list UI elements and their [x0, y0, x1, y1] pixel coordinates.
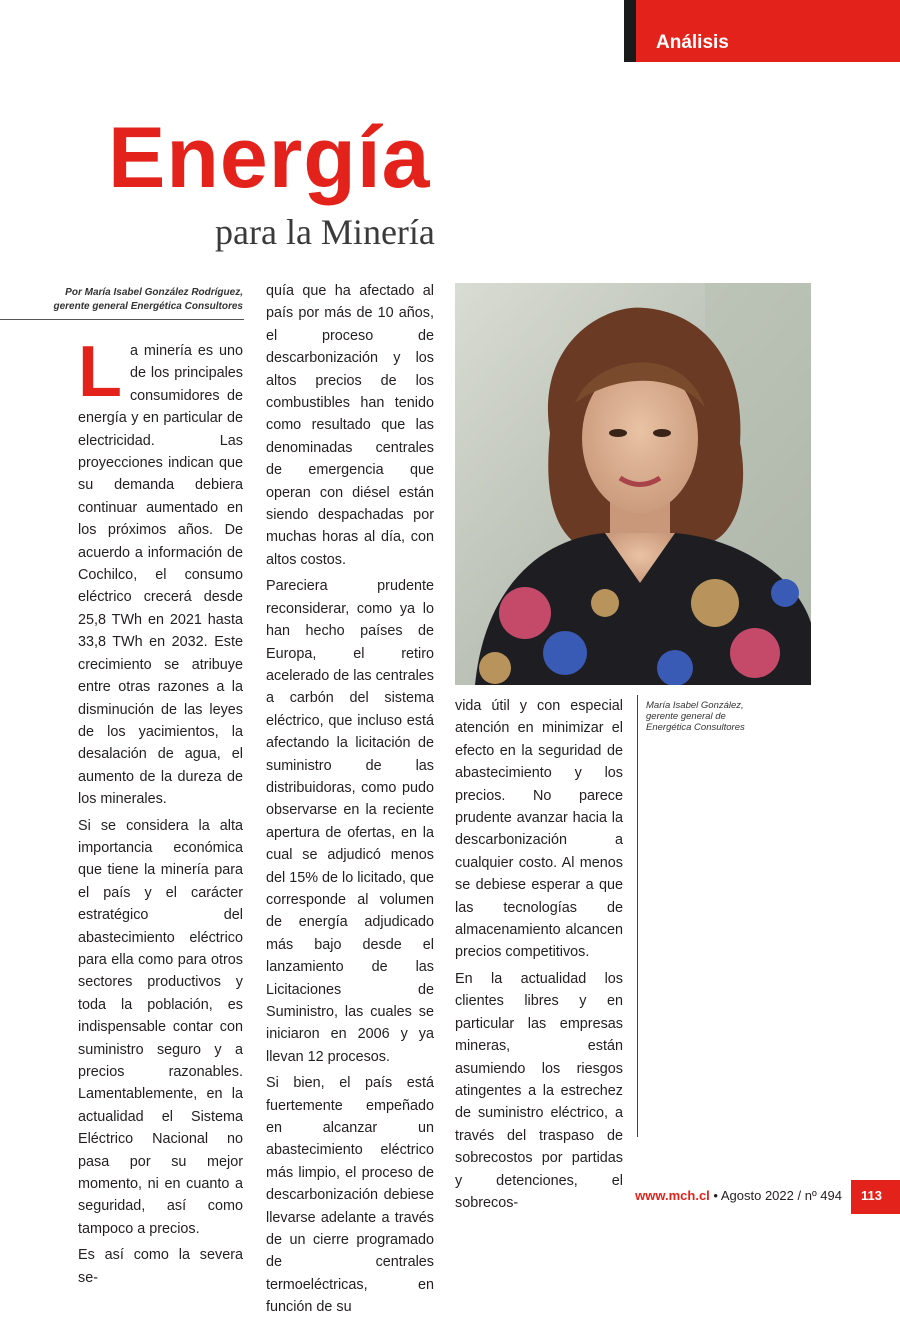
- paragraph-text: a minería es uno de los principales consumidores de energía y en particular de electricidad. Las proyecciones indican que su demanda debiera continuar aumentado en los próximos años. De acuerdo a información de Cochilco, el consumo eléctrico crecerá desde 25,8 TWh en 2021 hasta 33,8 TWh en 2032. Este crecimiento se atribuye entre otras razones a la disminución de las leyes de los yacimientos, la desalación de agua, el aumento de la dureza de los minerales.: [78, 343, 243, 808]
- caption-line: María Isabel González,: [646, 700, 744, 711]
- page-footer: [635, 1188, 842, 1204]
- article-column-2: [266, 280, 434, 1323]
- paragraph: En la actualidad los clientes libres y en particular las empresas mineras, están asumiendo los riesgos atingentes a la estrechez de suministro eléctrico, a través del traspaso de sobrecostos por partidas y detenciones, el sobrecos-: [455, 970, 623, 1211]
- caption-divider: [637, 695, 638, 1137]
- caption-line: gerente general de: [646, 711, 726, 722]
- author-photo: [455, 283, 811, 685]
- section-tab-edge: [624, 0, 636, 62]
- byline: [23, 286, 243, 314]
- section-label: Análisis: [656, 32, 729, 53]
- page-number-box: [851, 1180, 900, 1214]
- drop-cap: L: [78, 332, 122, 412]
- byline-role: gerente general Energética Consultores: [53, 301, 243, 312]
- paragraph: quía que ha afectado al país por más de 10 años, el proceso de descarbonización y los altos precios de los combustibles han tenido como resultado que las denominadas centrales de emergencia que operan con diésel están siendo despachadas por muchas horas al día, con altos costos.: [266, 283, 434, 568]
- article-subtitle: para la Minería: [215, 212, 435, 252]
- article-title: Energía: [108, 110, 431, 206]
- paragraph: Si se considera la alta importancia económica que tiene la minería para el país y el carácter estratégico del abastecimiento eléctrico para ella como para otros sectores productivos y toda la población, es indispensable contar con suministro seguro y a precios razonables. Lamentablemente, en la actualidad el Sistema Eléctrico Nacional no pasa por su mejor momento, ni en cuanto a seguridad, así como tampoco a precios.: [78, 817, 243, 1237]
- photo-caption: [646, 700, 766, 733]
- site-link[interactable]: www.mch.cl: [635, 1188, 710, 1203]
- section-tab: [624, 0, 900, 62]
- issue-info: • Agosto 2022 / nº 494: [713, 1188, 842, 1203]
- byline-author: Por María Isabel González Rodríguez,: [65, 287, 243, 298]
- article-column-1: [78, 332, 243, 1293]
- paragraph: Si bien, el país está fuertemente empeñado en alcanzar un abastecimiento eléctrico más limpio, el proceso de descarbonización debiese llevarse adelante a través de un cierre programado de centrales termoeléctricas, en función de su: [266, 1075, 434, 1316]
- paragraph: vida útil y con especial atención en minimizar el efecto en la seguridad de abastecimiento y los precios. No parece prudente avanzar hacia la descarbonización a cualquier costo. Al menos se debiese esperar a que las tecnologías de almacenamiento alcancen precios competitivos.: [455, 698, 623, 961]
- byline-divider: [0, 319, 244, 320]
- article-column-3: [455, 695, 623, 1218]
- paragraph: [78, 332, 243, 811]
- paragraph: Es así como la severa se-: [78, 1247, 243, 1286]
- caption-line: Energética Consultores: [646, 722, 745, 733]
- page-number: 113: [861, 1188, 882, 1203]
- paragraph: Pareciera prudente reconsiderar, como ya lo han hecho países de Europa, el retiro acelerado de las centrales a carbón del sistema eléctrico, que incluso está afectando la licitación de suministro de las distribuidoras, como pudo observarse en la reciente apertura de ofertas, en la cual se adjudicó menos del 15% de lo licitado, que corresponde al volumen de energía adjudicado más bajo desde el lanzamiento de las Licitaciones de Suministro, las cuales se iniciaron en 2006 y ya llevan 12 procesos.: [266, 578, 435, 1065]
